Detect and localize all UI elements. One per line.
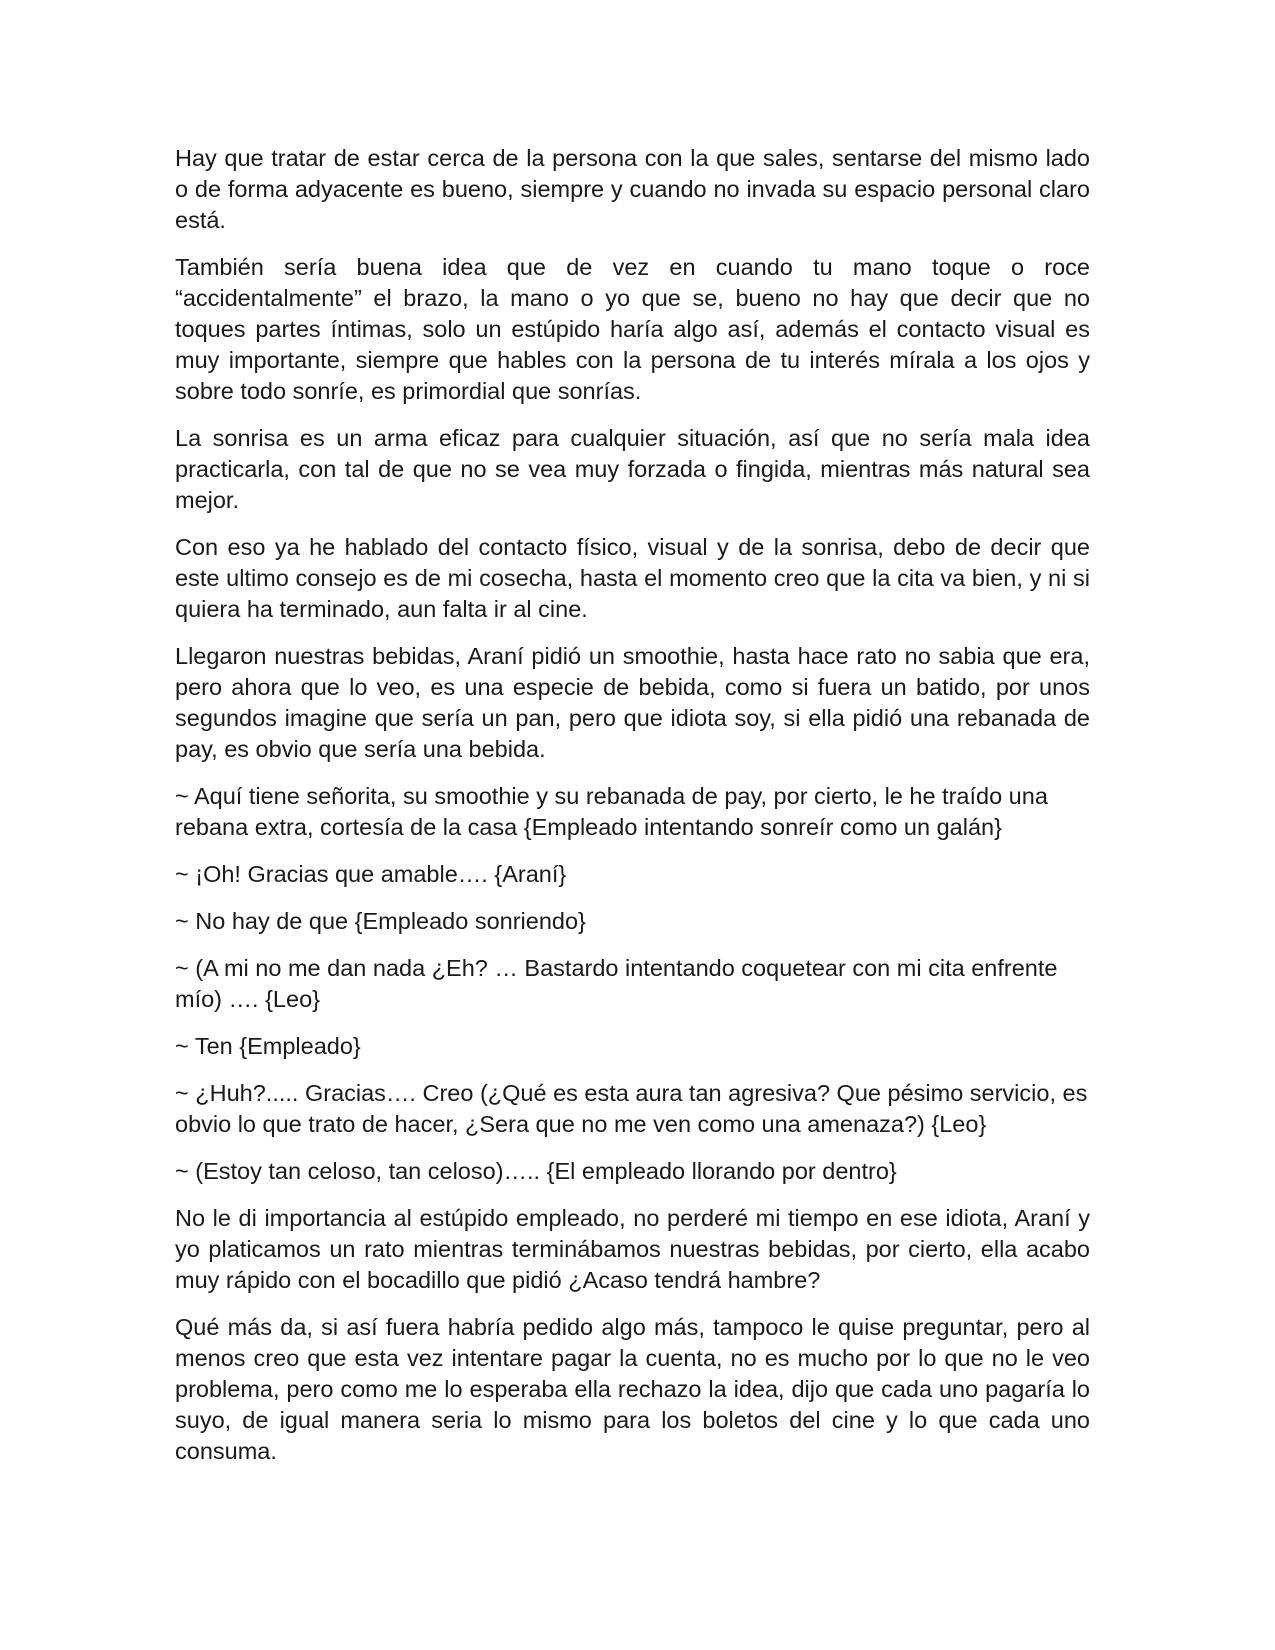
paragraph: Con eso ya he hablado del contacto físico, visual y de la sonrisa, debo de decir que este ultimo consejo es de mi cosecha, hasta el momento creo que la cita va bien, y ni si quiera ha terminado, aun falta ir al cine.: [175, 534, 1090, 622]
paragraph: No le di importancia al estúpido empleado, no perderé mi tiempo en ese idiota, Araní y yo platicamos un rato mientras terminábamos nuestras bebidas, por cierto, ella acabo muy rápido con el bocadillo que pidió ¿Acaso tendrá hambre?: [175, 1205, 1090, 1293]
dialog-line: ~ ¡Oh! Gracias que amable…. {Araní}: [175, 861, 567, 887]
dialog-line: ~ Aquí tiene señorita, su smoothie y su rebanada de pay, por cierto, le he traído una rebana extra, cortesía de la casa {Empleado intentando sonreír como un galán}: [175, 783, 1048, 840]
dialog-line: ~ ¿Huh?..... Gracias…. Creo (¿Qué es esta aura tan agresiva? Que pésimo servicio, es obvio lo que trato de hacer, ¿Sera que no me ven como una amenaza?) {Leo}: [175, 1080, 1088, 1137]
paragraph: Hay que tratar de estar cerca de la persona con la que sales, sentarse del mismo lado o de forma adyacente es bueno, siempre y cuando no invada su espacio personal claro está.: [175, 145, 1090, 233]
dialog-line: ~ (Estoy tan celoso, tan celoso)….. {El empleado llorando por dentro}: [175, 1158, 897, 1184]
dialog-line: ~ Ten {Empleado}: [175, 1033, 361, 1059]
paragraph: Qué más da, si así fuera habría pedido algo más, tampoco le quise preguntar, pero al menos creo que esta vez intentare pagar la cuenta, no es mucho por lo que no le veo problema, pero como me lo esperaba ella rechazo la idea, dijo que cada uno pagaría lo suyo, de igual manera seria lo mismo para los boletos del cine y lo que cada uno consuma.: [175, 1314, 1090, 1464]
paragraph: La sonrisa es un arma eficaz para cualquier situación, así que no sería mala idea practicarla, con tal de que no se vea muy forzada o fingida, mientras más natural sea mejor.: [175, 425, 1090, 513]
dialog-line: ~ No hay de que {Empleado sonriendo}: [175, 908, 586, 934]
document-page: [175, 143, 1090, 1483]
paragraph: También sería buena idea que de vez en cuando tu mano toque o roce “accidentalmente” el brazo, la mano o yo que se, bueno no hay que decir que no toques partes íntimas, solo un estúpido haría algo así, además el contacto visual es muy importante, siempre que hables con la persona de tu interés mírala a los ojos y sobre todo sonríe, es primordial que sonrías.: [175, 254, 1090, 404]
dialog-line: ~ (A mi no me dan nada ¿Eh? … Bastardo intentando coquetear con mi cita enfrente mío) …. {Leo}: [175, 955, 1058, 1012]
paragraph: Llegaron nuestras bebidas, Araní pidió un smoothie, hasta hace rato no sabia que era, pero ahora que lo veo, es una especie de bebida, como si fuera un batido, por unos segundos imagine que sería un pan, pero que idiota soy, si ella pidió una rebanada de pay, es obvio que sería una bebida.: [175, 643, 1090, 762]
